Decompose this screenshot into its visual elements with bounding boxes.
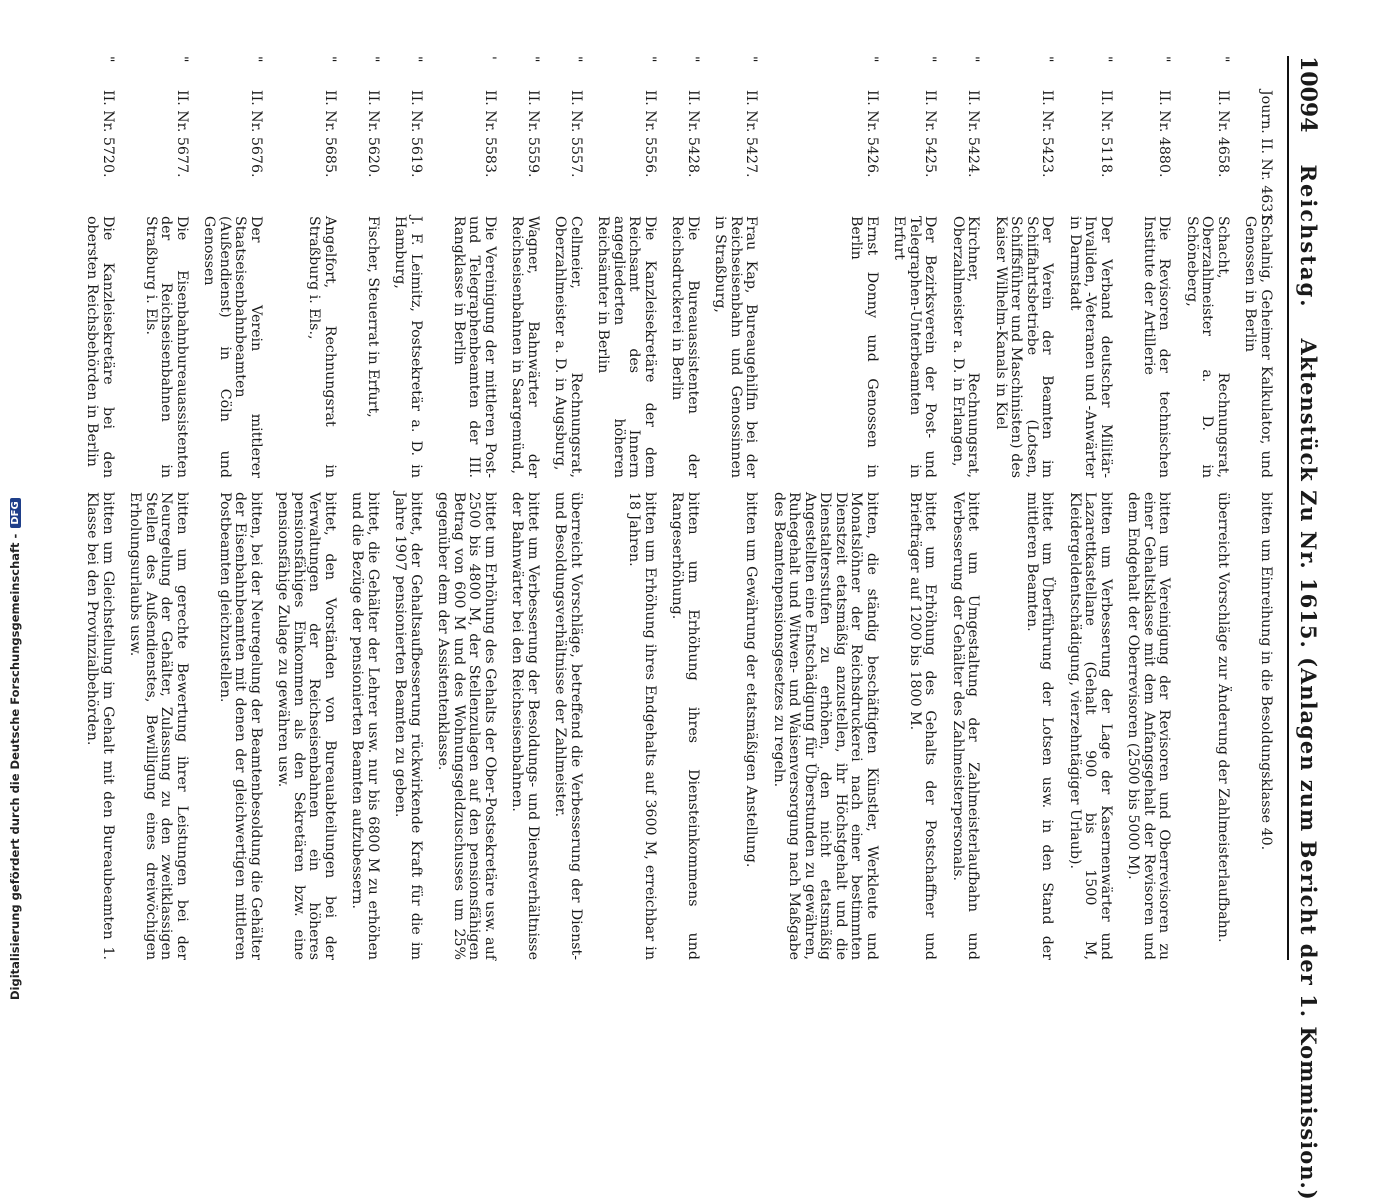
ditto-mark: " <box>1156 56 1173 63</box>
petition-entry <box>552 56 583 960</box>
ditto-mark: " <box>1039 56 1056 63</box>
petition-entry <box>435 56 497 960</box>
petitioner: Die Kanzleisekretäre der dem Reichsamt des Innern angegliederten höheren Reichsämter in Berlin <box>595 216 658 478</box>
petition-entry <box>201 56 263 960</box>
petitioner: Der Verband deutscher Militär-Invaliden, -Veteranen und -Anwärter in Darmstadt <box>1067 216 1114 478</box>
petitioner: Kirchner, Rechnungsrat, Oberzahlmeister a. D. in Erlangen, <box>950 216 982 478</box>
ditto-mark: " <box>864 56 880 63</box>
petition-entry <box>950 56 981 960</box>
petitioner: Angelfort, Rechnungsrat in Straßburg i. Els., <box>306 216 338 478</box>
petitioner: Frau Kap, Bureaugehilfin bei der Reichseisenbahn und Genossinnen in Straßburg, <box>712 216 760 478</box>
petition-request: bitten, die ständig beschäftigten Künstler, Werkleute und Monatslöhner der Reichsdruckerei nach einer bestimmten Dienstzeit etatsmäßig anzustellen, ihr Höchstgehalt und die Dienstaltersstufen zu erhöhen, den nicht etatsmäßig Angestellten eine Entschädigung für Überstunden zu gewähren, Ruhegehalt und Witwen- und Waisenversorgung nach Maßgabe des Beamtenpensionsgesetzes zu regeln. <box>771 492 880 960</box>
journal-number: II. Nr. 5620. <box>365 90 381 178</box>
journal-number: II. Nr. 5424. <box>965 90 982 178</box>
journal-number: II. Nr. 5426. <box>864 90 880 178</box>
petition-request: bittet um Verbesserung der Besoldungs- und Dienstverhältnisse der Bahnwärter bei den Reichseisenbahnen. <box>509 492 541 960</box>
journal-number: II. Nr. 5557. <box>568 90 584 178</box>
petition-request: bittet um Überführung der Lotsen usw. in den Stand der mittleren Beamten. <box>1024 492 1056 960</box>
petition-request: bitten um Einreihung in die Besoldungsklasse 40. <box>1258 492 1274 851</box>
ditto-mark: " <box>322 56 338 63</box>
petition-entry <box>1067 56 1114 960</box>
journal-number: II. Nr. 5685. <box>322 90 338 178</box>
petitioner: Schalnig, Geheimer Kalkulator, und Genossen in Berlin <box>1242 216 1274 478</box>
petition-list <box>84 56 1273 960</box>
journal-number: II. Nr. 5427. <box>743 90 760 178</box>
petition-entry <box>392 56 423 960</box>
ditto-mark: " <box>922 56 939 63</box>
petition-entry <box>595 56 657 960</box>
ditto-mark: " <box>525 56 541 63</box>
petition-request: bitten um Erhöhung ihres Endgehalts auf 3600 M, erreichbar in 18 Jahren. <box>626 492 658 960</box>
dfg-logo: DFG <box>10 498 21 527</box>
ditto-mark: " <box>365 56 381 63</box>
petition-entry <box>1184 56 1231 960</box>
petitioner: Ernst Donny und Genossen in Berlin <box>848 216 880 478</box>
journal-number: II. Nr. 5556. <box>642 90 658 178</box>
journal-number: II. Nr. 5425. <box>922 90 939 178</box>
petitioner: Schacht, Rechnungsrat, Oberzahlmeister a. D. in Schöneberg, <box>1184 216 1231 478</box>
journal-number: II. Nr. 4658. <box>1215 90 1231 178</box>
credit-text: Digitalisierung gefördert durch die Deutsche Forschungsgemeinschaft - <box>8 533 22 1000</box>
journal-number: II. Nr. 5720. <box>100 90 116 178</box>
petition-request: bitten um gerechte Bewertung ihrer Leistungen bei der Neuregelung der Gehälter, Zulassung zu den zweitklassigen Stellen des Außendienstes, Bewilligung eines dreiwöchigen Erholungsurlaubs usw. <box>127 492 190 960</box>
petition-entry <box>891 56 938 960</box>
petitioner: Die Revisoren der technischen Institute der Artillerie <box>1141 216 1173 478</box>
petitioner: Der Bezirksverein der Post- und Telegraphen-Unterbeamten in Erfurt <box>891 216 939 478</box>
journal-number: II. Nr. 5619. <box>408 90 424 178</box>
petition-request: bittet, der Gehaltsaufbesserung rückwirkende Kraft für die im Jahre 1907 pensionierten Beamten zu geben. <box>392 492 424 960</box>
ditto-mark: " <box>965 56 982 63</box>
petitioner: Der Verein mittlerer Staatseisenbahnbeamten (Außendienst) in Cöln und Genossen <box>201 216 264 478</box>
page-number: 10094 <box>1295 56 1321 133</box>
journal-number: II. Nr. 5677. <box>174 90 190 178</box>
petition-request: bitten um Gleichstellung im Gehalt mit den Bureaubeamten 1. Klasse bei den Provinzialbehörden. <box>84 492 116 960</box>
journal-number: II. Nr. 5676. <box>248 90 264 178</box>
petition-entry <box>1125 56 1172 960</box>
petition-entry <box>712 56 759 960</box>
petition-request: bittet, den Vorständen von Bureauabteilungen bei der Verwaltungen der Reichseisenbahnen ein höheres pensionsfähiges Einkommen als den Sekretären bzw. eine pensionsfähige Zulage zu gewähren usw. <box>275 492 338 960</box>
petition-request: bittet, die Gehälter der Lehrer usw. nur bis 6800 M zu erhöhen und die Bezüge der pensionierten Beamten aufzubessern. <box>349 492 381 960</box>
petitioner: Die Eisenbahnbureauassistenten der Reichseisenbahnen in Straßburg i. Els. <box>143 216 190 478</box>
ditto-mark: " <box>1098 56 1114 63</box>
ditto-mark: " <box>408 56 424 63</box>
petition-entry <box>84 56 115 960</box>
petition-entry <box>771 56 880 960</box>
petitioner: Fischer, Steuerrat in Erfurt, <box>365 216 381 418</box>
page-header <box>1287 56 1321 1201</box>
journal-number: II. Nr. 5118. <box>1098 90 1114 178</box>
petitioner: Wagner, Bahnwärter der Reichseisenbahnen in Saargemünd, <box>509 216 541 478</box>
petition-request: überreicht Vorschläge zur Änderung der Zahlmeisterlaufbahn. <box>1215 492 1231 943</box>
journal-number: II. Nr. 5423. <box>1039 90 1056 178</box>
petition-request: bittet um Umgestaltung der Zahlmeisterlaufbahn und Verbesserung der Gehälter des Zahlmeisterpersonals. <box>950 492 982 960</box>
petition-entry <box>275 56 337 960</box>
journal-number: II. Nr. 5428. <box>685 90 701 178</box>
ditto-mark: " <box>685 56 701 63</box>
ditto-mark: ' <box>482 56 498 60</box>
petition-entry <box>349 56 380 960</box>
petitioner: Der Verein der Beamten im Schiffahrtsbetriebe (Lotsen, Schiffsführer und Maschinisten) des Kaiser Wilhelm-Kanals in Kiel <box>993 216 1056 478</box>
journal-number: II. Nr. 4880. <box>1156 90 1173 178</box>
petition-entry <box>1242 56 1273 960</box>
ditto-mark: " <box>568 56 584 63</box>
petition-request: bitten, bei der Neuregelung der Beamtenbesoldung die Gehälter der Eisenbahnbeamten mit denen der gleichwertigen mittleren Postbeamten gleichzustellen. <box>217 492 264 960</box>
petition-request: bittet um Erhöhung des Gehalts der Postschaffner und Briefträger auf 1200 bis 1800 M. <box>907 492 939 960</box>
petitioner: J. F. Leimitz, Postsekretär a. D. in Hamburg, <box>392 216 424 478</box>
document-title: Aktenstück Zu Nr. 1615. (Anlagen zum Bericht der 1. Kommission.) <box>1296 338 1321 1201</box>
ditto-mark: " <box>743 56 760 63</box>
ditto-mark: " <box>100 56 116 63</box>
petition-entry <box>127 56 189 960</box>
digitization-credit <box>4 0 26 1000</box>
petition-request: überreicht Vorschläge, betreffend die Verbesserung der Dienst- und Besoldungsverhältnisse der Zahlmeister. <box>552 492 584 960</box>
petition-request: bittet um Erhöhung des Gehalts der Ober-Postsekretäre usw. auf 2500 bis 4800 M, der Stellenzulagen auf den pensionsfähigen Betrag von 600 M und des Wohnungsgeldzuschusses um 25% gegenüber dem der Assistentenklasse. <box>435 492 498 960</box>
petition-entry <box>669 56 700 960</box>
journal-number: II. Nr. 5583. <box>482 90 498 178</box>
petitioner: Die Kanzleisekretäre bei den obersten Reichsbehörden in Berlin <box>84 216 116 478</box>
ditto-mark: " <box>642 56 658 63</box>
petitioner: Die Vereinigung der mittleren Post- und Telegraphenbeamten der III. Rangklasse in Berlin <box>451 216 498 478</box>
petition-entry <box>993 56 1055 960</box>
journal-number: II. Nr. 5559. <box>525 90 541 178</box>
ditto-mark: " <box>248 56 264 63</box>
petitioner: Cellmeier, Rechnungsrat, Oberzahlmeister a. D. in Augsburg, <box>552 216 584 478</box>
petition-entry <box>509 56 540 960</box>
petitioner: Die Bureauassistenten der Reichsdruckerei in Berlin <box>669 216 701 478</box>
running-title: Reichstag. <box>1296 164 1321 309</box>
petition-request: bitten um Vereinigung der Revisoren und Oberrevisoren zu einer Gehaltsklasse mit dem Anfangsgehalt der Revisoren und dem Endgehalt der Oberrevisoren (2500 bis 5000 M). <box>1125 492 1173 960</box>
petition-request: bitten um Verbesserung der Lage der Kasernenwärter und Lazarettkastellane (Gehalt 900 bis 1500 M, Kleidergeldentschädigung, vierzehntägiger Urlaub). <box>1067 492 1114 960</box>
journal-number: Journ. II. Nr. 4631. <box>1258 90 1274 226</box>
ditto-mark: " <box>1215 56 1231 63</box>
petition-request: bitten um Gewährung der etatsmäßigen Anstellung. <box>743 492 760 868</box>
ditto-mark: " <box>174 56 190 63</box>
petition-request: bitten um Erhöhung ihres Diensteinkommens und Rangeserhöhung. <box>669 492 701 960</box>
